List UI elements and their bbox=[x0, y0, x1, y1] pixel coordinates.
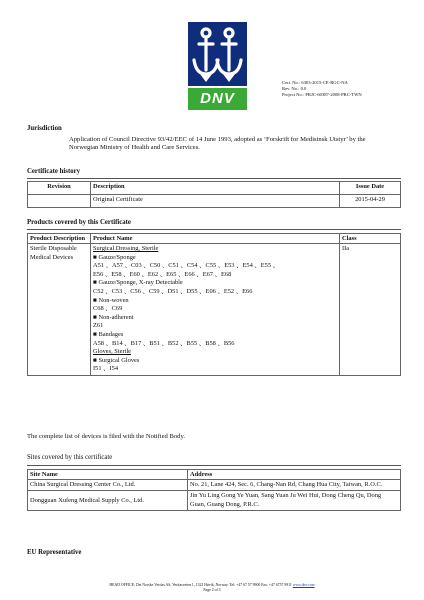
history-title: Certificate history bbox=[27, 168, 81, 175]
table-header-row bbox=[28, 470, 401, 480]
product-line: ■ Surgical Gloves bbox=[93, 356, 140, 364]
column-header: Address bbox=[188, 470, 401, 480]
logo-text: DNV bbox=[200, 90, 235, 107]
history-table bbox=[27, 181, 401, 208]
products-table bbox=[27, 233, 401, 376]
footer-address: HEAD OFFICE: Det Norske Veritas AS, Veritasveien 1, 1322 Høvik, Norway. Tel: +47 67 57 9900 Fax: +47 6757 9911 bbox=[109, 583, 292, 587]
column-header: Description bbox=[91, 182, 340, 195]
table-row bbox=[28, 480, 401, 491]
products-title: Products covered by this Certificate bbox=[27, 219, 131, 226]
table-row bbox=[28, 244, 401, 376]
table-row bbox=[28, 195, 401, 208]
cert-number: Cert. No.: 6303-2015-CE-RGC-NA bbox=[282, 80, 348, 85]
column-header: Revision bbox=[28, 182, 91, 195]
product-class: IIa bbox=[340, 244, 401, 376]
site-name: Dongguan Xufeng Medical Supply Co., Ltd. bbox=[28, 491, 188, 511]
product-name-list bbox=[91, 244, 340, 376]
product-description: Sterile Disposable Medical Devices bbox=[28, 244, 91, 376]
column-header: Product Name bbox=[91, 234, 340, 244]
product-line: Z61 bbox=[93, 322, 104, 330]
jurisdiction-title: Jurisdiction bbox=[27, 125, 62, 132]
product-line: ■ Gauze/Sponge, X-ray Detectable bbox=[93, 279, 183, 287]
table-header-row bbox=[28, 182, 401, 195]
page-number: Page 2 of 3 bbox=[203, 588, 221, 592]
divider bbox=[27, 229, 401, 230]
product-line: C52 、C53 、C56 、C59 、D51 、D55 、E06 、E52 、E66 bbox=[93, 287, 253, 295]
revision-number: Rev. No.: 0.0 bbox=[282, 86, 307, 91]
website-link[interactable]: www.dnv.com bbox=[292, 583, 315, 587]
site-name: China Surgical Dressing Center Co., Ltd. bbox=[28, 480, 188, 491]
table-cell bbox=[28, 195, 91, 208]
table-row bbox=[28, 491, 401, 511]
site-address: No. 21, Lane 424, Sec. 6, Chang-Nan Rd, Chang Hua City, Taiwan, R.O.C. bbox=[188, 480, 401, 491]
product-line: ■ Gauze/Sponge bbox=[93, 253, 136, 261]
product-line: ■ Non-woven bbox=[93, 296, 129, 304]
product-group-heading: Gloves, Sterile bbox=[93, 348, 131, 356]
product-line: ■ Bandages bbox=[93, 330, 124, 338]
product-line: A51 、A57 、C03 、C50 、C51 、C54 、C55 、E53 、E54 、E55 、 bbox=[93, 262, 280, 270]
product-line: C68 、C69 bbox=[93, 305, 123, 313]
certificate-info bbox=[282, 80, 362, 98]
jurisdiction-text: Application of Council Directive 93/42/EEC of 14 June 1993, adopted as ‘Forskrift for Medisinsk Utstyr’ by the Norwegian Ministry of Health and Care Services. bbox=[69, 136, 366, 152]
project-number: Project No.: PRJC-60387-2008-PRC-TWN bbox=[282, 92, 362, 97]
divider bbox=[27, 465, 401, 466]
column-header: Site Name bbox=[28, 470, 188, 480]
anchor-icon bbox=[188, 22, 247, 86]
table-header-row bbox=[28, 234, 401, 244]
footer bbox=[0, 583, 424, 593]
column-header: Class bbox=[340, 234, 401, 244]
sites-table bbox=[27, 469, 401, 511]
site-address: Jin Yu Ling Gong Ye Yuan, Sang Yuan Ju Wei Hui, Dong Cheng Qu, Dong Guan, Guang Dong, P.R.C. bbox=[188, 491, 401, 511]
divider bbox=[27, 178, 401, 179]
column-header: Issue Date bbox=[340, 182, 401, 195]
product-line: ■ Non-adherent bbox=[93, 313, 134, 321]
logo-blue-panel bbox=[188, 22, 247, 86]
column-header: Product Description bbox=[28, 234, 91, 244]
table-cell: 2015-04-29 bbox=[340, 195, 401, 208]
product-group-heading: Surgical Dressing, Sterile bbox=[93, 245, 159, 252]
eu-representative-title: EU Representative bbox=[27, 549, 82, 556]
product-line: I51 、I54 bbox=[93, 365, 119, 373]
note-text: The complete list of devices is filed with the Notified Body. bbox=[27, 433, 185, 440]
sites-title: Sites covered by this certificate bbox=[27, 454, 113, 461]
dnv-logo bbox=[188, 22, 247, 110]
product-line: E56 、E58 、E60 、E62 、E65 、E66 、E67 、E68 bbox=[93, 270, 232, 278]
table-cell: Original Certificate bbox=[91, 195, 340, 208]
product-line: A58 、B14 、B17 、B51 、B52 、B55 、B58 、B56 bbox=[93, 339, 235, 347]
